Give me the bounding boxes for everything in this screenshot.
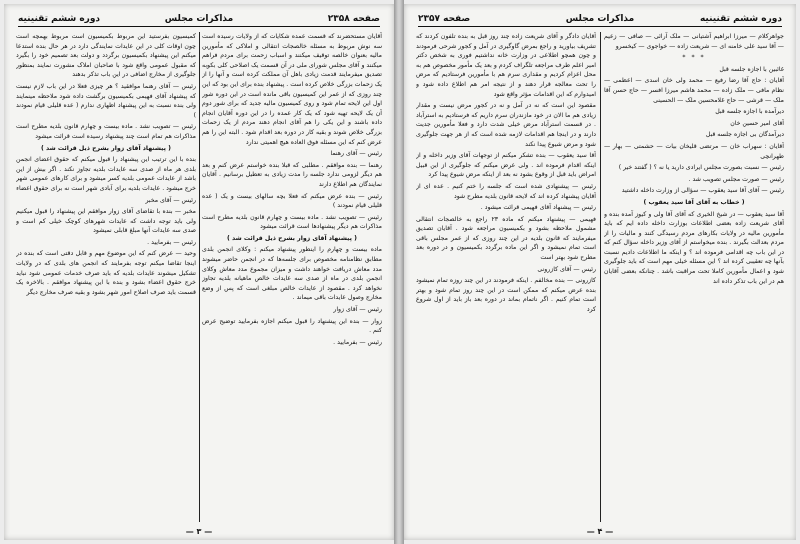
paragraph: آقایان مستحضرند که قسمت عمده شکایات که از ولایات رسیده است سه نوش مربوط به مسئله خالصجات انتقالی و املاکی که مأمورین مالیه بعنوان خالصه توقیف میکنند و اسباب زحمت برای مردم فراهم میکنند و آقای مجلس شورای ملی در آن قسمت یک اصلاحی کلی بکوبه تصدیق میفرمایند قدمت زیادی باهل آن مملکت کرده است و آنها را از یک زحمات بزرگی خلاص کرده است . پیشنهاد بنده برای این بود که این چند روزی که از عمر این کمیسیون باقی مانده است در این دوره شور اول این لایحه تمام شود و روی کمیسیون مالیه جدید که برای شور دوم آن یک لایحه تهیه شود که یک کار عمده را در این دوره آقایان انجام داده باشند و این یکی را هم آقای انجام دهند مردم از یک زحمات بزرگی خلاص شوند و بقیه کار در دوره بعد اقدام شود . البته این را هم عرض کنم که این مسئله فوق العاده هیچ اهمیتی ندارد bbox=[202, 33, 382, 146]
paragraph: رهنما — بنده موافقم . مطلبی که قبلا بنده خواستم عرض کنم و بعد هم دیگر لزومی ندارد جلسه را مدت زیادی به تعطیل برسانیم . آقایان نمایندگان هم اطلاع دارند bbox=[202, 161, 382, 188]
left-page-column-2 bbox=[16, 32, 196, 522]
book-gutter bbox=[394, 0, 404, 544]
paragraph: * * * bbox=[682, 54, 706, 62]
paragraph: آقا سید یعقوب — در شیخ الخیری که آقای آقا ولی و کیوز آمده بنده و آقای شریعت زاده بعضی اطلاعات بوزارت داخله داده ایم که باید مأمورین مالیه در ولایات بکارهای مردم رسیدگی کنند و مالیات را از مردم بعدالت بگیرند . بنده میخواستم از آقای وزیر داخله سؤال کنم که در این باب چه اقدامی فرموده اند ؟ و اینکه ما اطلاعات دادیم نسبت بآنها چه تعقیبی کرده اند ؟ این مسئله خیلی مهم است که باید جلوگیری شود و اعمال مأمورین کاملا تحت مراقبت باشد . چنانکه بعضی آقایان هم در این باب تذکر داده اند bbox=[604, 210, 784, 285]
paragraph: دیرآمدگان بی اجازه جلسه قبل bbox=[705, 131, 784, 139]
paragraph: غائبین با اجازه جلسه قبل bbox=[719, 65, 784, 73]
left-page-title: مذاکرات مجلس bbox=[164, 14, 234, 24]
paragraph: فهیمی — پیشنهاد میکنم که ماده ۲۳ راجع به خالصجات انتقالی مشمول ملاحظه بشود و بکمیسیون مراجعه شود . آقایان تصدیق میفرمایند که قانون بلدیه در این چند روزی که از عمر مجلس باقی است تمام نمیشود و اگر این ماده برگردد بکمیسیون و در دوره بعد مطرح شود بهتر است bbox=[416, 215, 596, 262]
paragraph: زوار — بنده این پیشنهاد را قبول میکنم اجازه بفرمایید توضیح عرض کنم . bbox=[202, 317, 382, 335]
left-page-number: صفحه ۲۳۵۸ bbox=[327, 14, 380, 24]
paragraph: رئیس — بفرمایید . bbox=[147, 238, 196, 246]
left-page-footer: — ۳ — bbox=[185, 527, 213, 536]
paragraph: رئیس — پیشنهادی شده است که جلسه را ختم کنیم . عده ای از آقایان پیشنهاد کرده اند که لایحه قانون بلدیه مطرح شود bbox=[416, 182, 596, 200]
paragraph: رئیس — تصویب نشد . ماده بیست و چهارم قانون بلدیه مطرح است مذاکرات هم دیگر پیشنهادها است قرائت میشود bbox=[202, 213, 382, 231]
column-divider bbox=[199, 32, 200, 522]
section-heading: ( پیشنهاد آقای زوار بشرح ذیل قرائت شد ) bbox=[41, 144, 171, 152]
right-page-column-2 bbox=[416, 32, 596, 522]
left-page-columns bbox=[16, 32, 382, 522]
right-page-title: مذاکرات مجلس bbox=[565, 14, 635, 24]
paragraph: رئیس — بنده عرض میکنم که فعلا بچه سالهای بیست و یک ( عده قلیلی قیام نمودند ) bbox=[202, 192, 382, 210]
paragraph: رئیس — آقای کازرونی bbox=[537, 265, 596, 273]
paragraph: ماده بیست و چهارم را اینطور پیشنهاد میکنم : وکلای انجمن بلدی مطابق نظامنامه مخصوص برای جلسه‌ها که در انجمن حاضر میشوند مدد معاش دریافت خواهند داشت و میزان مجموع مدد معاش وکلای انجمن بلدی در ماه از صدی سه عایدات خالص ماهیانه بلدیه تجاوز نخواهد کرد . مقصود از عایدات خالص مبلغی است که پس از وضع مخارج وصول عایدات باقی میماند . bbox=[202, 246, 382, 302]
right-page-column-1 bbox=[604, 32, 784, 522]
paragraph: مقصود این است که نه در آمل و نه در کجور مرض نیست و مقدار زیادی هم ما الان در خود مازندران سرم داریم که فرستادیم به استرآباد . در قسمت استرآباد مرض خیلی شدت دارد و فعلا مأمورین جدیت دارند و در اینجا هم اقدامات لازمه شده است که از هر جهت جلوگیری شود و مرض شیوع پیدا نکند bbox=[416, 102, 596, 148]
paragraph: آقایان : سهراب خان — مرتضی قلیخان بیات — حشمتی — بهار — طهرانچی bbox=[604, 142, 784, 160]
right-page-number: صفحه ۲۳۵۷ bbox=[418, 14, 471, 24]
left-page-column-1 bbox=[202, 32, 382, 522]
section-heading: ( خطاب به آقای آقا سید یعقوب ) bbox=[643, 198, 745, 206]
paragraph: رئیس — تصویب نشد . ماده بیست و چهارم قانون بلدیه مطرح است مذاکرات هم تمام است چند پیشنهاد رسیده است قرائت میشود bbox=[16, 123, 196, 140]
paragraph: رئیس — آقای رهنما موافقید ؟ هر چیزی فعلا در این باب لازم نیست که پیشنهاد آقای فهیمی بکمیسیون برگشت داده شود ملاحظه مینمایند ولی بنده نسبت به این پیشنهاد اظهاری ندارم ( عده قلیلی قیام نمودند ) bbox=[16, 82, 196, 119]
paragraph: مخبر — بنده با تقاضای آقای زوار موافقم این پیشنهاد را قبول میکنیم ولی باید توجه داشت که عایدات شهرهای کوچک خیلی کم است و صدی سه عایدات آنها مبلغ قابلی نمیشود bbox=[16, 208, 196, 235]
right-page bbox=[404, 4, 796, 540]
right-page-columns bbox=[416, 32, 784, 522]
paragraph: رئیس — صورت مجلس تصویب شد . bbox=[688, 175, 784, 183]
paragraph: بنده با این ترتیب این پیشنهاد را قبول میکنم که حقوق اعضای انجمن بلدی هر ماه از صدی سه عایدات بلدیه تجاوز نکند . اگر بیش از این باشد از عایدات عمومی بلدیه کسر میشود و برای کارهای عمومی شهر خرج میشود . عایدات بلدیه برای آبادی شهر است نه برای حقوق اعضاء bbox=[16, 156, 196, 192]
section-heading: ( پیشنهاد آقای زوار بشرح ذیل قرائت شد ) bbox=[227, 234, 357, 242]
paragraph: رئیس — آقای آقا سید یعقوب — سؤالی از وزارت داخله داشتید bbox=[621, 187, 784, 195]
paragraph: آقایان : حاج آقا رضا رفیع — محمد ولی خان اسدی — اعظمی — نظام مافی — ملک زاده — محمد هاشم میرزا افسر — حاج حسن آقا ملک — قرشی — حاج غلامحسین ملک — الحسینی bbox=[604, 77, 784, 104]
paragraph: آقای امیر حسین خان bbox=[730, 119, 784, 127]
left-page-header bbox=[18, 12, 380, 27]
paragraph: آقا سید یعقوب — بنده تشکر میکنم از توجهات آقای وزیر داخله و از اینکه اقدام فرموده اند . ولی عرض میکنم که جلوگیری از این قبیل امراض باید قبل از وقوع بشود نه بعد از اینکه مرض شیوع پیدا کرد bbox=[416, 152, 596, 179]
paragraph: جواهرکلام — میرزا ابراهیم آشتیانی — ملک آرائی — صافی — زعیم — آقا سید علی خامنه ای — شریعت زاده — خواجوی — کیخسرو bbox=[604, 33, 784, 50]
paragraph: رئیس — پیشنهاد آقای فهیمی قرائت میشود . bbox=[480, 204, 596, 212]
paragraph: رئیس — آقای مخبر bbox=[145, 196, 196, 204]
right-page-period: دوره ششم تقنینیه bbox=[699, 14, 782, 24]
left-page-period: دوره ششم تقنینیه bbox=[18, 14, 101, 24]
paragraph: رئیس — آقای رهنما bbox=[330, 150, 382, 158]
left-page bbox=[4, 4, 394, 540]
column-divider bbox=[600, 32, 601, 522]
paragraph: رئیس — نسبت بصورت مجلس ایرادی دارید یا نه ؟ ( گفتند خیر ) bbox=[618, 164, 784, 172]
paragraph: دیرآمده با اجازه جلسه قبل bbox=[715, 108, 784, 116]
right-page-footer: — ۴ — bbox=[586, 527, 614, 536]
paragraph: رئیس — آقای زوار bbox=[333, 306, 382, 314]
paragraph: کمیسیون بفرستید این مربوط بکمیسیون است مربوط بهمچه است چون اوقات کلی در این عایدات نمایندگی دارد در هر حال بنده استدعا میکنم این پیشنهاد بکمیسیون برگردد و دولت بعد تصمیم خود را بگیرد که مقبول عمومی واقع شود با صاحبان املاک مشورت نمایند بمنظور جلوگیری از مخارج اضافی در این باب تذکر بدهند bbox=[16, 33, 196, 79]
paragraph: رئیس — بفرمایید . bbox=[333, 338, 382, 346]
paragraph: آقایان دادگر و آقای شریعت زاده چند روز قبل به بنده تلفون کردند که تشریف بیاورید و راجع بمرض گاوگیری در آمل و کجور شرحی فرمودند و چون همچو اطلاعی در وزارت خانه نداشتیم فوری به شخص دکتر امیر اعلم طرف مراجعه تلگراف کردم و بعد یک مأمور مخصوص هم به محل اعزام کردیم و مقداری سرم هم با مأمورین فرستادیم که مرض را تحت معالجه قرار دهند و از نتیجه امر هم اطلاع داده شود و امیدوارم که این اقدامات مؤثر واقع شود bbox=[416, 33, 596, 98]
paragraph: کازرونی — بنده مخالفم . اینکه فرمودند در این چند روزه تمام نمیشود بنده عرض میکنم که ممکن است در این چند روز تمام شود و بهتر است تمام کنیم . اگر ناتمام بماند در دوره بعد باز باید از اول شروع کرد bbox=[416, 277, 596, 314]
right-page-header bbox=[418, 12, 782, 27]
paragraph: وحید — عرض کنم که این موضوع مهم و قابل دقتی است که بنده در اینجا تقاضا میکنم توجه بفرمایند که انجمن های بلدی که در ولایات تشکیل میشوند عایدات بلدیه که باید صرف خدمات عمومی شود نباید خرج حقوق اعضاء بشود و بنده با این پیشنهاد موافقم . بالاخره یک قسمت باید صرف اصلاح امور شهر بشود و بقیه صرف مخارج دیگر bbox=[16, 250, 196, 296]
